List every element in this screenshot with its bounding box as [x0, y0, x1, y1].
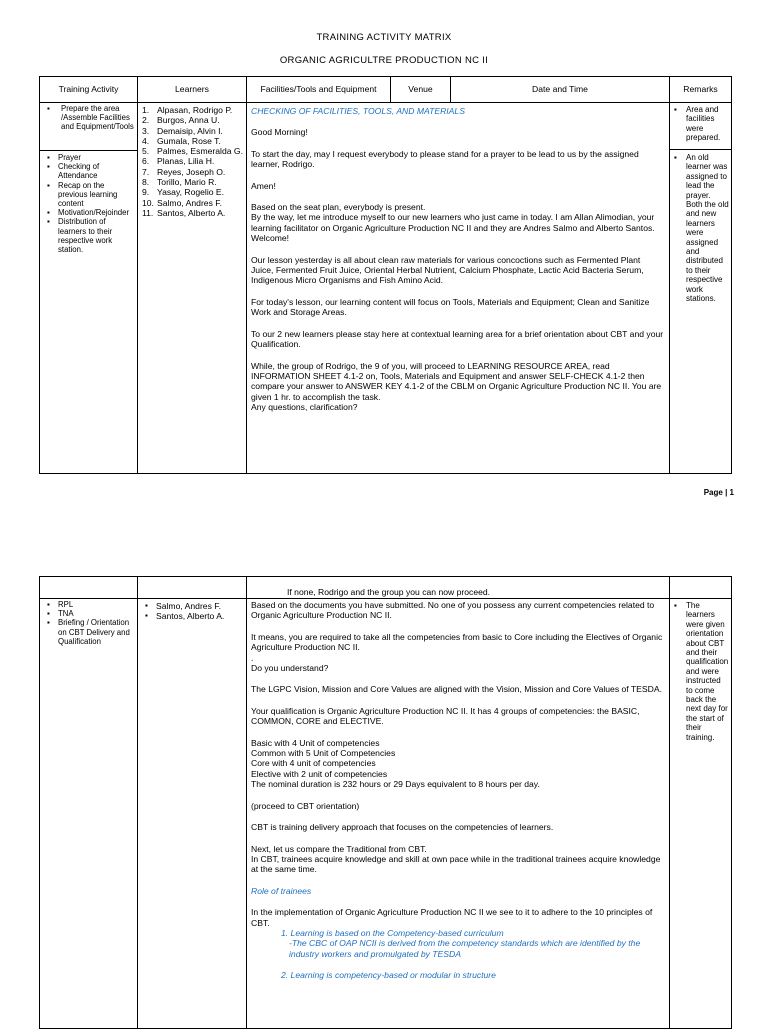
remarks-list — [670, 599, 731, 742]
paragraph: Our lesson yesterday is all about clean raw materials for various concoctions such as Fermented Plant Juice, Fermented Fruit Juice, Oriental Herbal Nutrient, Calcium Phosphate, Lactic Acid Bacteria Serum, Indigenous Micro Organisms and Fish Amino Acid. — [251, 254, 644, 286]
document-subtitle: ORGANIC AGRICULTRE PRODUCTION NC II — [279, 55, 489, 66]
learner-item: 11. Santos, Alberto A. — [142, 207, 226, 218]
learner-item: ▪ Santos, Alberto A. — [156, 611, 244, 621]
paragraph: (proceed to CBT orientation) — [251, 800, 360, 811]
paragraph: By the way, let me introduce myself to our new learners who just came in today. I am Allan Alimodian, your learning facilitator on Organic Agriculture Production NC II and they are Andres Salmo and Alberto Santos. — [251, 212, 655, 233]
learners-cell — [138, 599, 247, 1029]
paragraph: Do you understand? — [251, 663, 329, 674]
learners-list — [138, 103, 246, 218]
paragraph: In the implementation of Organic Agriculture Production NC II we see to it to adhere to the 10 principles of CBT. — [251, 907, 653, 928]
list-item: ▪ The learners were given orientation about CBT and their qualification and were instructed to come back the next day for the start of their training. — [686, 601, 729, 742]
learner-item: 2. Burgos, Anna U. — [142, 115, 220, 126]
table-row — [40, 599, 732, 1029]
learner-item: 10. Salmo, Andres F. — [142, 197, 222, 208]
page-label: Page — [703, 488, 723, 497]
activity-matrix-table-page2 — [39, 576, 732, 1029]
header-learners: Learners — [138, 77, 247, 103]
continuation-line: If none, Rodrigo and the group you can now proceed. — [287, 587, 491, 597]
list-item: ▪ Prepare the area /Assemble Facilities and Equipment/Tools — [58, 104, 135, 132]
learner-item: 9. Yasay, Rogelio E. — [142, 187, 225, 198]
learner-item: 5. Palmes, Esmeralda G. — [142, 146, 243, 157]
header-venue: Venue — [391, 77, 451, 103]
learner-item: 7. Reyes, Joseph O. — [142, 166, 226, 177]
paragraph: To our 2 new learners please stay here at contextual learning area for a brief orientation about CBT and your Qualification. — [251, 328, 664, 350]
section-heading: CHECKING OF FACILITIES, TOOLS, AND MATERIALS — [251, 106, 465, 116]
remarks-list-a — [670, 103, 731, 143]
list-item: ▪ An old learner was assigned to lead the prayer. Both the old and new learners were assigned and distributed to their respective work stations. — [686, 153, 729, 304]
list-item: ▪ Checking of Attendance — [58, 162, 135, 180]
paragraph: Amen! — [251, 180, 276, 191]
activity-cell — [40, 599, 138, 1029]
list-item: ▪ Motivation/Rejoinder — [58, 208, 135, 217]
learner-item: 1. Alpasan, Rodrigo P. — [142, 105, 233, 115]
activity-list-a — [44, 104, 135, 132]
learner-item: 6. Planas, Lilia H. — [142, 156, 215, 167]
paragraph: Common with 5 Unit of Competencies — [251, 748, 396, 759]
header-facilities: Facilities/Tools and Equipment — [247, 77, 391, 103]
section-heading: Role of trainees — [251, 885, 312, 896]
paragraph: It means, you are required to take all the competencies from basic to Core including the Electives of Organic Agriculture Production NC II. — [251, 631, 663, 653]
document-title: TRAINING ACTIVITY MATRIX — [316, 32, 452, 43]
paragraph: While, the group of Rodrigo, the 9 of you, will proceed to LEARNING RESOURCE AREA, read INFORMATION SHEET 4.1-2 on, Tools, Materials and Equipment and answer SELF-CHECK 4.1-2 then compare your answer to ANSWER KEY 4.1-2 of the CBLM on Organic Agriculture Production NC II. You are given 1 hr. to accomplish the task. — [251, 360, 662, 402]
paragraph: In CBT, trainees acquire knowledge and skill at own pace while in the traditional trainees acquire knowledge at the same time. — [251, 853, 661, 875]
principle-item: 1. Learning is based on the Competency-based curriculum — [281, 927, 504, 938]
list-item: ▪ Recap on the previous learning content — [58, 181, 135, 209]
paragraph: Good Morning! — [251, 127, 308, 138]
learner-item: 8. Torillo, Mario R. — [142, 177, 217, 188]
paragraph: For today's lesson, our learning content will focus on Tools, Materials and Equipment; Clean and Sanitize Work and Storage Areas. — [251, 296, 650, 318]
remarks-cell — [670, 103, 732, 474]
procedure-content-cell — [247, 599, 670, 1029]
learner-item: 3. Demaisip, Alvin I. — [142, 125, 223, 136]
paragraph: The nominal duration is 232 hours or 29 Days equivalent to 8 hours per day. — [251, 779, 540, 790]
paragraph: Next, let us compare the Traditional from CBT. — [251, 843, 427, 854]
remarks-list-b — [670, 150, 731, 304]
header-row — [40, 77, 732, 103]
list-item: ▪ TNA — [58, 609, 135, 618]
paragraph: Welcome! — [251, 233, 290, 244]
activity-cell — [40, 103, 138, 474]
paragraph: Your qualification is Organic Agriculture Production NC II. It has 4 groups of competencies: the BASIC, COMMON, CORE and ELECTIVE. — [251, 705, 640, 727]
paragraph: CBT is training delivery approach that focuses on the competencies of learners. — [251, 822, 554, 833]
learner-item: 4. Gumala, Rose T. — [142, 135, 221, 146]
activity-matrix-table-page1 — [39, 76, 732, 474]
remarks-cell — [670, 599, 732, 1029]
principle-detail: -The CBC of OAP NCII is derived from the competency standards which are identified by the industry workers and promulgated by TESDA — [289, 938, 641, 959]
paragraph: The LGPC Vision, Mission and Core Values are aligned with the Vision, Mission and Core Values of TESDA. — [251, 684, 662, 695]
list-item: ▪ Distribution of learners to their respective work station. — [58, 217, 135, 254]
principle-item: 2. Learning is competency-based or modular in structure — [281, 970, 496, 981]
list-item: ▪ Area and facilities were prepared. — [686, 105, 729, 143]
page-footer — [704, 488, 734, 497]
header-training-activity: Training Activity — [40, 77, 138, 103]
paragraph: Based on the seat plan, everybody is present. — [251, 202, 426, 213]
learner-item: ▪ Salmo, Andres F. — [156, 601, 244, 611]
learners-cell — [138, 103, 247, 474]
learners-list — [138, 599, 246, 622]
paragraph: Elective with 2 unit of competencies — [251, 768, 388, 779]
activity-list — [44, 600, 135, 646]
table-row — [40, 577, 732, 599]
paragraph: Core with 4 unit of competencies — [251, 758, 376, 769]
list-item: ▪ RPL — [58, 600, 135, 609]
header-date-time: Date and Time — [451, 77, 670, 103]
paragraph: Based on the documents you have submitted. No one of you possess any current competencies related to Organic Agriculture Production NC II. — [251, 600, 655, 621]
procedure-content-cell — [247, 103, 670, 474]
activity-list-b — [44, 153, 135, 254]
paragraph: . — [251, 652, 254, 663]
list-item: ▪ Briefing / Orientation on CBT Delivery and Qualification — [58, 618, 135, 646]
paragraph: To start the day, may I request everybody to please stand for a prayer to be lead to us by the assigned learner, Rodrigo. — [251, 148, 639, 170]
header-remarks: Remarks — [670, 77, 732, 103]
table-row — [40, 103, 732, 474]
paragraph: Basic with 4 Unit of competencies — [251, 737, 380, 748]
paragraph: Any questions, clarification? — [251, 402, 358, 413]
list-item: ▪ Prayer — [58, 153, 135, 162]
page-number: | 1 — [725, 488, 734, 497]
